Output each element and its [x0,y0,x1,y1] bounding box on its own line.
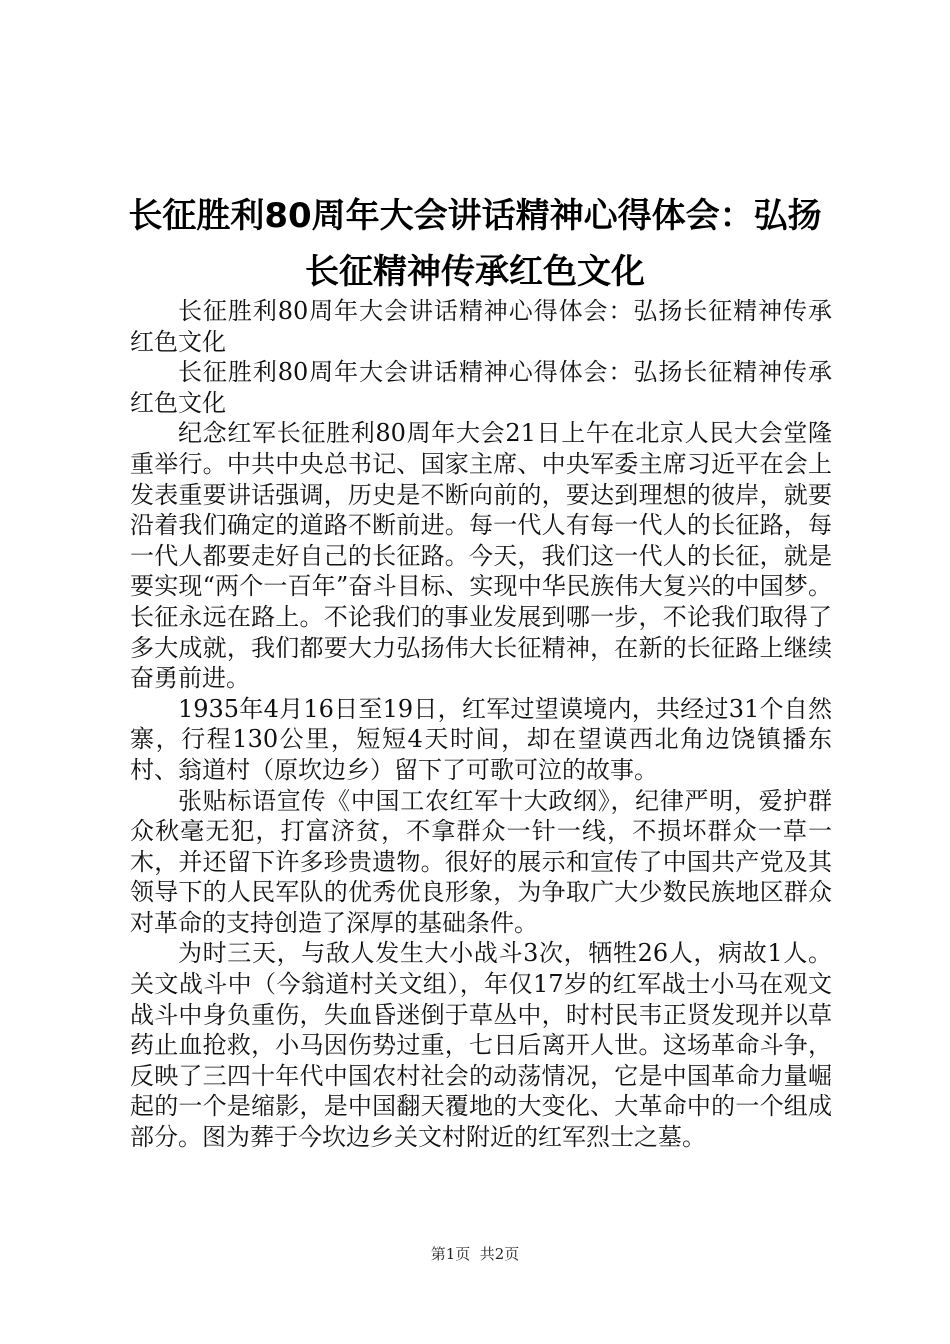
page-number: 第1页 共2页 [430,1245,520,1263]
paragraph: 1935年4月16日至19日，红军过望谟境内，共经过31个自然寨，行程130公里，短短4天时间，却在望谟西北角边饶镇播东村、翁道村（原坎边乡）留下了可歌可泣的故事。 [130,694,832,784]
document-body [130,296,832,1153]
paragraph: 为时三天，与敌人发生大小战斗3次，牺牲26人，病故1人。关文战斗中（今翁道村关文组），年仅17岁的红军战士小马在观文战斗中身负重伤，失血昏迷倒于草丛中，时村民韦正贤发现并以草药止血抢救，小马因伤势过重，七日后离开人世。这场革命斗争，反映了三四十年代中国农村社会的动荡情况，它是中国革命力量崛起的一个是缩影，是中国翻天覆地的大变化、大革命中的一个组成部分。图为葬于今坎边乡关文村附近的红军烈士之墓。 [130,939,832,1152]
paragraph: 张贴标语宣传《中国工农红军十大政纲》，纪律严明，爱护群众秋毫无犯，打富济贫，不拿群众一针一线，不损坏群众一草一木，并还留下许多珍贵遗物。很好的展示和宣传了中国共产党及其领导下的人民军队的优秀优良形象，为争取广大少数民族地区群众对革命的支持创造了深厚的基础条件。 [130,786,832,937]
page-footer [0,1244,950,1264]
paragraph: 长征胜利80周年大会讲话精神心得体会：弘扬长征精神传承红色文化 [130,297,832,356]
document-title: 长征胜利80周年大会讲话精神心得体会：弘扬长征精神传承红色文化 [128,196,822,292]
paragraph: 纪念红军长征胜利80周年大会21日上午在北京人民大会堂隆重举行。中共中央总书记、国家主席、中央军委主席习近平在会上发表重要讲话强调，历史是不断向前的，要达到理想的彼岸，就要沿着我们确定的道路不断前进。每一代人有每一代人的长征路，每一代人都要走好自己的长征路。今天，我们这一代人的长征，就是要实现“两个一百年”奋斗目标、实现中华民族伟大复兴的中国梦。长征永远在路上。不论我们的事业发展到哪一步，不论我们取得了多大成就，我们都要大力弘扬伟大长征精神，在新的长征路上继续奋勇前进。 [130,419,832,693]
paragraph: 长征胜利80周年大会讲话精神心得体会：弘扬长征精神传承红色文化 [130,358,832,417]
